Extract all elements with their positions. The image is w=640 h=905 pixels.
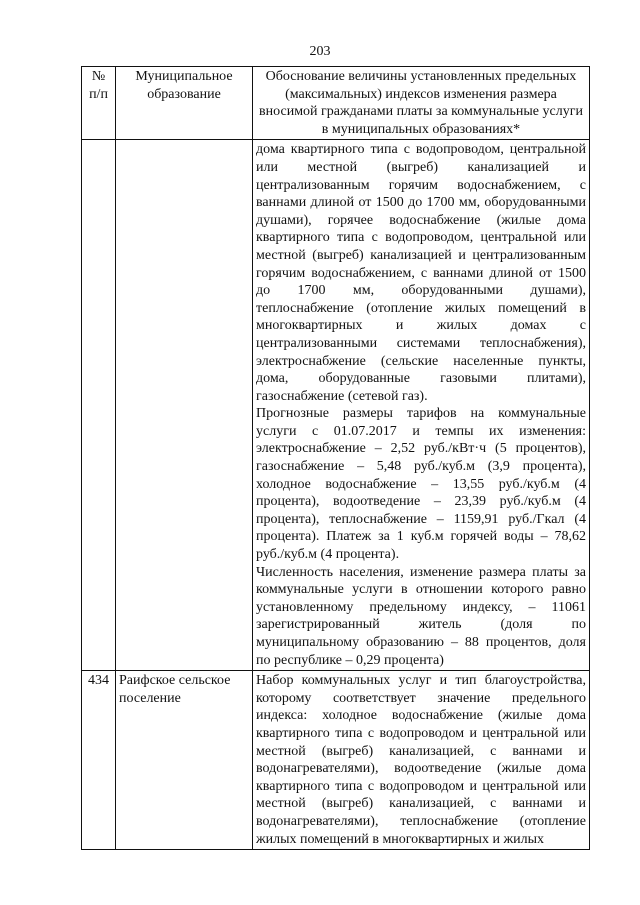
basis-paragraph: дома квартирного типа с водопроводом, центральной или местной (выгреб) канализацией и централизованным горячим водоснабжением, с ваннами длиной от 1500 до 1700 мм, оборудованными душами), горячее водоснабжение (жилые дома квартирного типа с водопроводом, центральной или местной (выгреб) канализацией и централизованным горячим водоснабжением, с ваннами длиной от 1500 до 1700 мм, оборудованными душами), теплоснабжение (отопление жилых помещений в многоквартирных и жилых домах с централизованными системами теплоснабжения), электроснабжение (сельские населенные пункты, дома, оборудованные газовыми плитами), газоснабжение (сетевой газ). bbox=[256, 142, 586, 404]
header-number: № п/п bbox=[82, 67, 116, 140]
row-municipality bbox=[116, 140, 253, 671]
table-row bbox=[82, 140, 590, 671]
header-basis: Обоснование величины установленных предельных (максимальных) индексов изменения размера вносимой гражданами платы за коммунальные услуги в муниципальных образованиях* bbox=[253, 67, 590, 140]
row-municipality: Раифское сельское поселение bbox=[116, 671, 253, 850]
basis-paragraph: Прогнозные размеры тарифов на коммунальные услуги с 01.07.2017 и темпы их изменения: электроснабжение – 2,52 руб./кВт·ч (5 процентов), газоснабжение – 5,48 руб./куб.м (3,9 процента), холодное водоснабжение – 13,55 руб./куб.м (4 процента), водоотведение – 23,39 руб./куб.м (4 процента), теплоснабжение – 1159,91 руб./Гкал (4 процента). Платеж за 1 куб.м горячей воды – 78,62 руб./куб.м (4 процента). bbox=[256, 406, 586, 563]
row-basis bbox=[253, 140, 590, 671]
row-number: 434 bbox=[82, 671, 116, 850]
basis-paragraph: Набор коммунальных услуг и тип благоустройства, которому соответствует значение предельного индекса: холодное водоснабжение (жилые дома квартирного типа с водопроводом и центральной или местной (выгреб) канализацией, с ваннами и водонагревателями), водоотведение (жилые дома квартирного типа с водопроводом и центральной или местной (выгреб) канализацией, с ваннами и водонагревателями), теплоснабжение (отопление жилых помещений в многоквартирных и жилых bbox=[256, 673, 586, 847]
row-number bbox=[82, 140, 116, 671]
tariff-index-table bbox=[81, 66, 590, 850]
table-row bbox=[82, 671, 590, 850]
header-municipality: Муниципальное образование bbox=[116, 67, 253, 140]
row-basis bbox=[253, 671, 590, 850]
table-header-row bbox=[82, 67, 590, 140]
basis-paragraph: Численность населения, изменение размера платы за коммунальные услуги в отношении которого равно установленному предельному индексу, – 11061 зарегистрированный житель (доля по муниципальному образованию – 88 процентов, доля по республике – 0,29 процента) bbox=[256, 564, 586, 668]
page-number: 203 bbox=[309, 44, 331, 59]
